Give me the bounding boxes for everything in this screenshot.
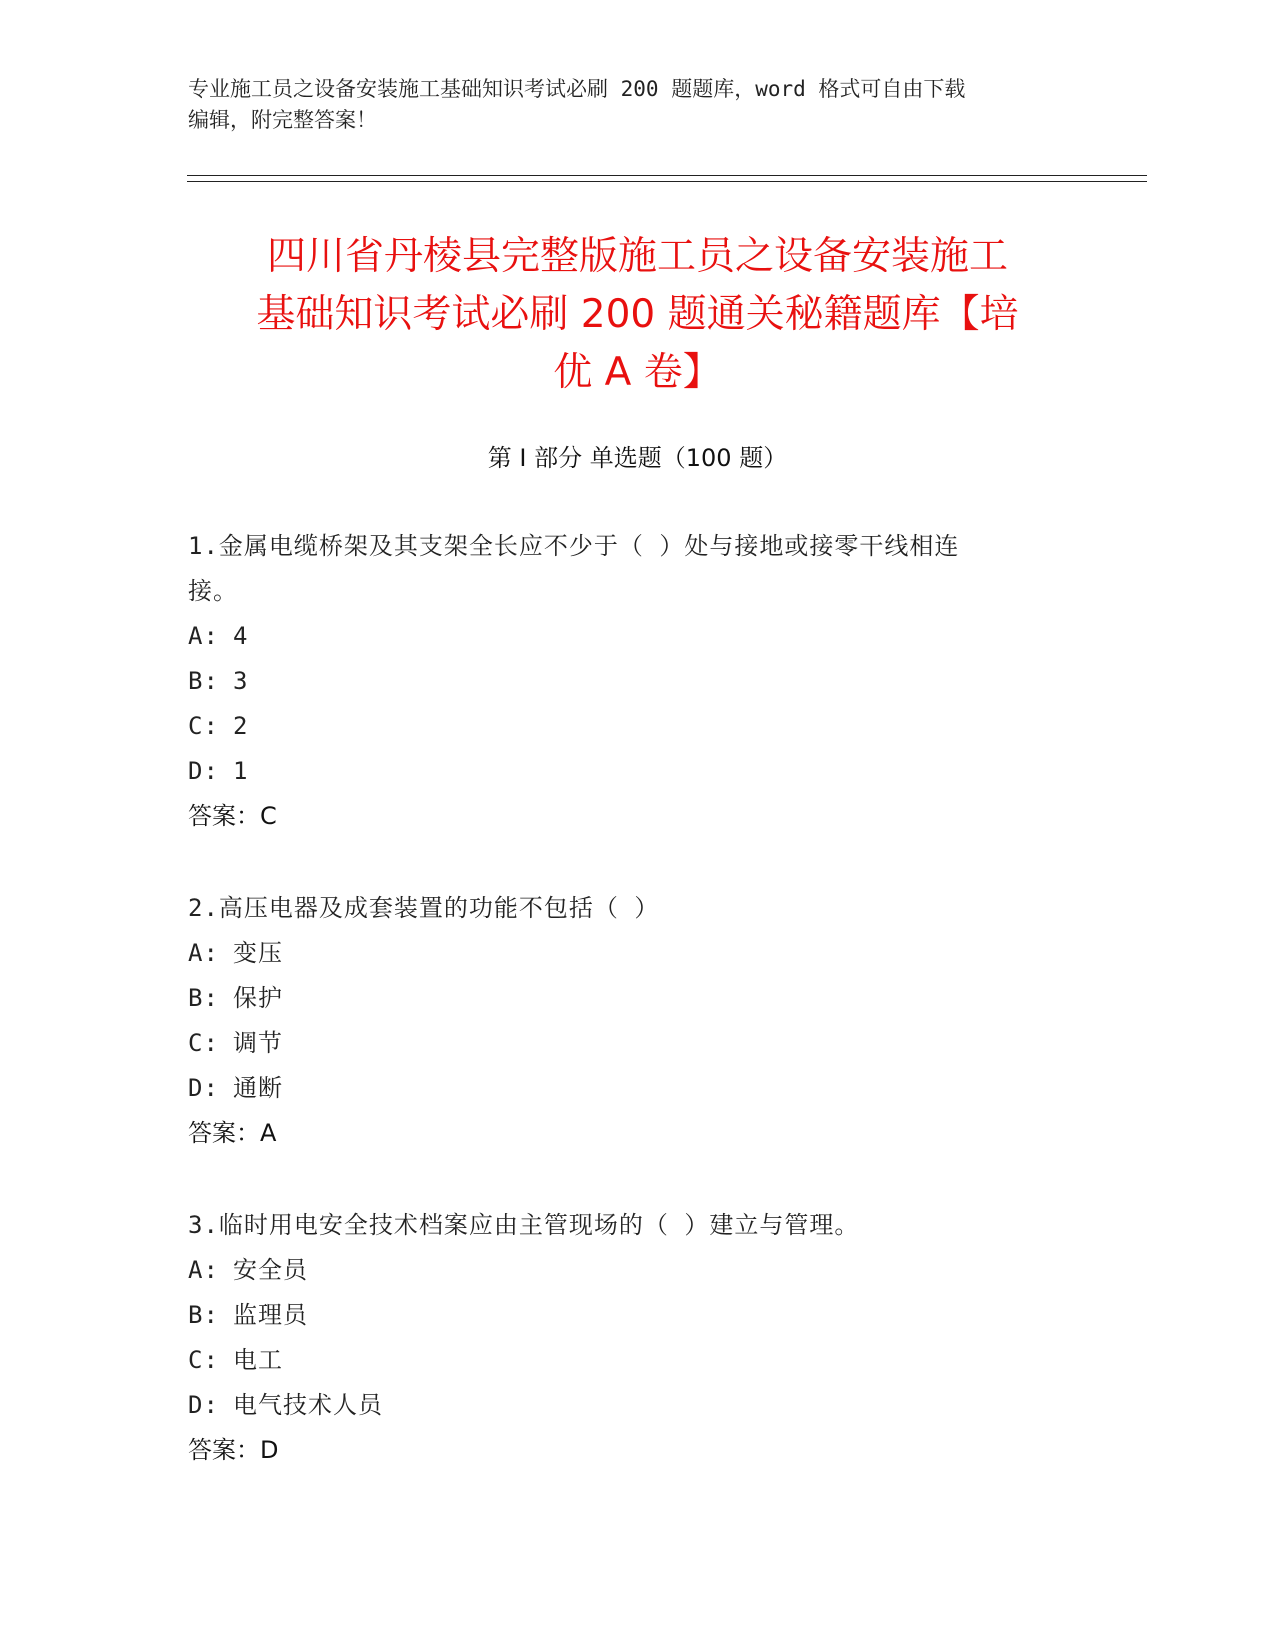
option-a bbox=[188, 931, 1088, 976]
title-line-1: 四川省丹棱县完整版施工员之设备安装施工 bbox=[266, 234, 1008, 279]
option-text: 电气技术人员 bbox=[233, 1391, 383, 1419]
option-key: B: bbox=[188, 984, 219, 1012]
header-divider-bottom bbox=[187, 181, 1147, 182]
option-text: 2 bbox=[233, 712, 249, 740]
option-key: C: bbox=[188, 712, 219, 740]
option-d bbox=[188, 749, 1088, 794]
answer-line: 答案：D bbox=[188, 1436, 279, 1464]
option-text: 监理员 bbox=[233, 1301, 308, 1329]
option-key: C: bbox=[188, 1029, 219, 1057]
question-1 bbox=[188, 524, 1088, 839]
option-key: D: bbox=[188, 1074, 219, 1102]
option-key: A: bbox=[188, 1256, 219, 1284]
document-title bbox=[150, 228, 1125, 402]
option-key: D: bbox=[188, 757, 219, 785]
header-divider-top bbox=[187, 175, 1147, 176]
option-text: 调节 bbox=[233, 1029, 283, 1057]
option-key: B: bbox=[188, 1301, 219, 1329]
option-text: 3 bbox=[233, 667, 249, 695]
question-stem: 1.金属电缆桥架及其支架全长应不少于（ ）处与接地或接零干线相连 bbox=[188, 532, 960, 560]
document-header bbox=[188, 74, 1088, 136]
option-key: A: bbox=[188, 939, 219, 967]
option-c bbox=[188, 1021, 1088, 1066]
option-key: B: bbox=[188, 667, 219, 695]
option-text: 通断 bbox=[233, 1074, 283, 1102]
option-b bbox=[188, 976, 1088, 1021]
option-text: 保护 bbox=[233, 984, 283, 1012]
option-d bbox=[188, 1383, 1088, 1428]
question-stem: 3.临时用电安全技术档案应由主管现场的（ ）建立与管理。 bbox=[188, 1211, 860, 1239]
question-2 bbox=[188, 886, 1088, 1156]
option-key: A: bbox=[188, 622, 219, 650]
option-d bbox=[188, 1066, 1088, 1111]
title-line-3: 优 A 卷】 bbox=[553, 350, 722, 395]
option-text: 4 bbox=[233, 622, 249, 650]
header-line-2: 编辑，附完整答案！ bbox=[188, 108, 377, 132]
option-text: 变压 bbox=[233, 939, 283, 967]
question-3 bbox=[188, 1203, 1088, 1473]
option-b bbox=[188, 1293, 1088, 1338]
section-heading: 第 I 部分 单选题（100 题） bbox=[487, 444, 788, 472]
option-c bbox=[188, 704, 1088, 749]
option-key: D: bbox=[188, 1391, 219, 1419]
answer-line: 答案：A bbox=[188, 1119, 277, 1147]
option-text: 1 bbox=[233, 757, 249, 785]
option-a bbox=[188, 614, 1088, 659]
option-text: 电工 bbox=[233, 1346, 283, 1374]
option-a bbox=[188, 1248, 1088, 1293]
option-key: C: bbox=[188, 1346, 219, 1374]
question-stem: 2.高压电器及成套装置的功能不包括（ ） bbox=[188, 894, 660, 922]
option-b bbox=[188, 659, 1088, 704]
title-line-2: 基础知识考试必刷 200 题通关秘籍题库【培 bbox=[256, 292, 1019, 337]
answer-line: 答案：C bbox=[188, 802, 277, 830]
question-stem-continued: 接。 bbox=[188, 577, 238, 605]
header-line-1: 专业施工员之设备安装施工基础知识考试必刷 200 题题库，word 格式可自由下载 bbox=[188, 77, 966, 101]
option-text: 安全员 bbox=[233, 1256, 308, 1284]
option-c bbox=[188, 1338, 1088, 1383]
